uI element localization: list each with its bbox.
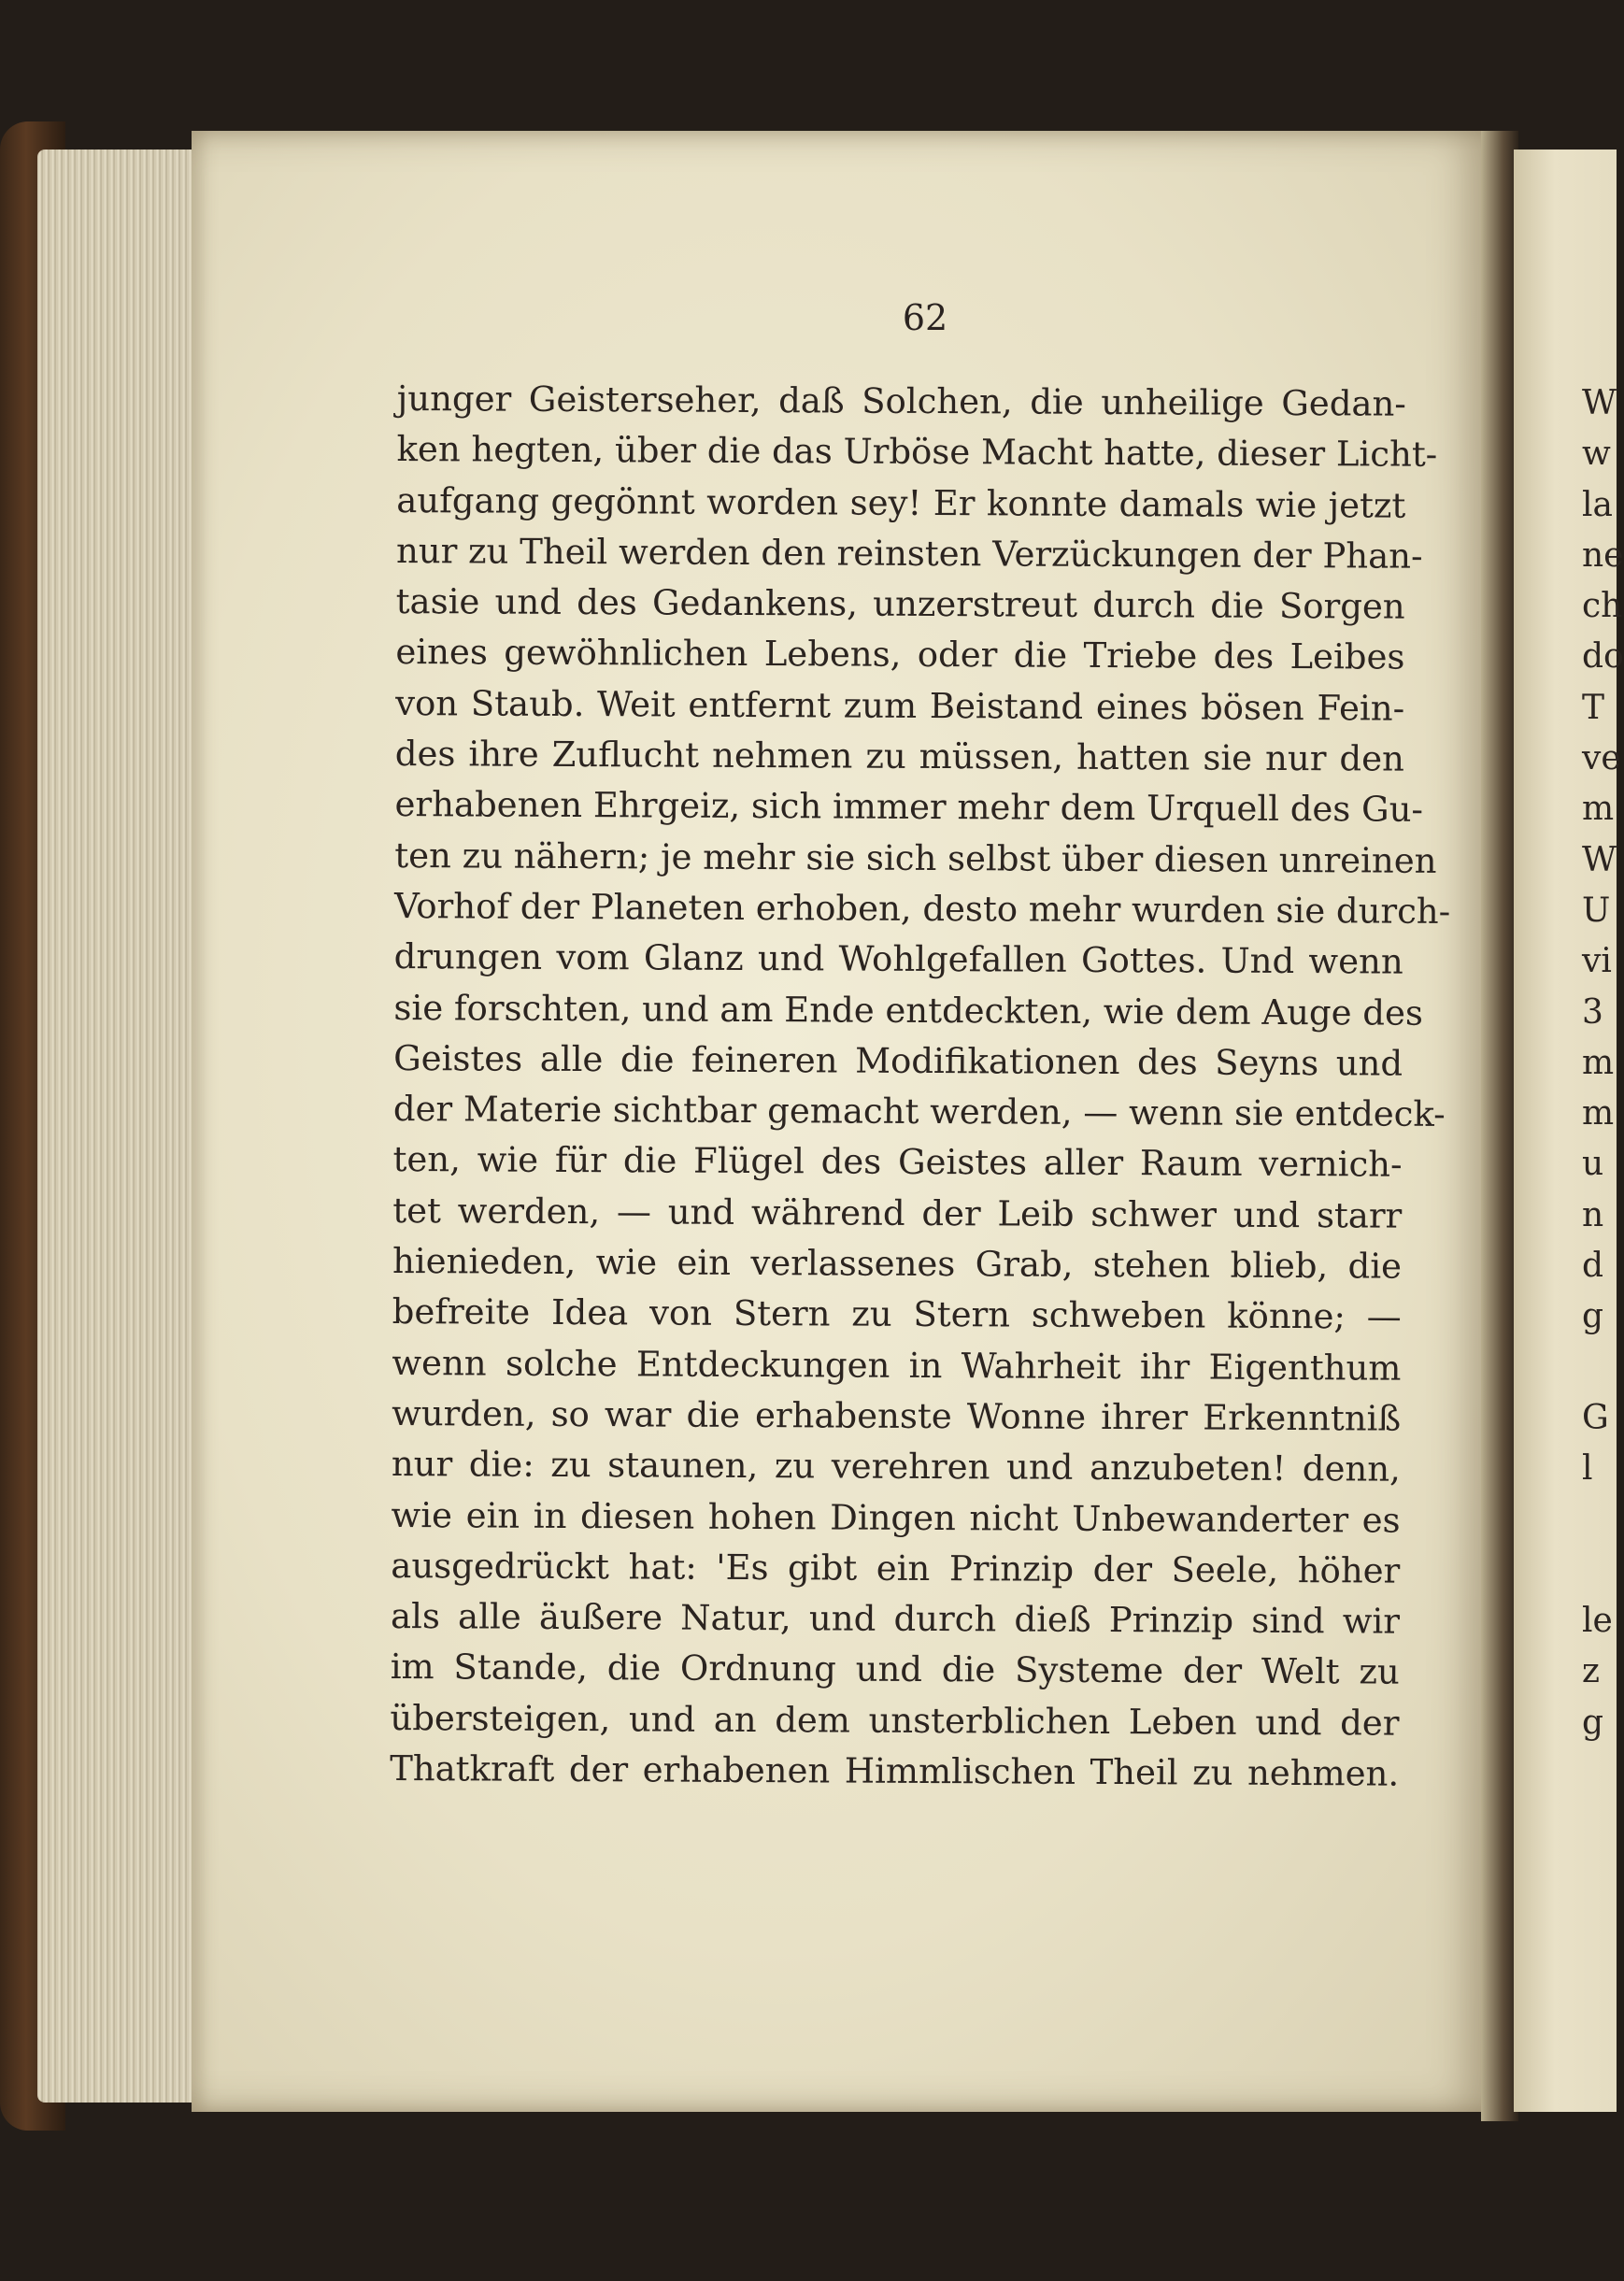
next-page-fragment: m	[1582, 1094, 1615, 1133]
text-line: sie forschten, und am Ende entdeckten, wie dem Auge des	[393, 987, 1424, 1034]
next-page-fragment: W	[1582, 840, 1617, 879]
next-page-fragment: ch	[1582, 587, 1623, 626]
text-line: nur die: zu staunen, zu verehren und anzubeten! denn,	[391, 1444, 1401, 1490]
text-line: Vorhof der Planeten erhoben, desto mehr wurden sie durch-	[393, 885, 1451, 932]
text-line: drungen vom Glanz und Wohlgefallen Gottes. Und wenn	[393, 936, 1403, 982]
next-page-fragment: ne	[1582, 535, 1624, 575]
next-page-fragment: do	[1582, 637, 1624, 677]
text-line: erhabenen Ehrgeiz, sich immer mehr dem Urquell des Gu-	[394, 784, 1424, 831]
text-line: als alle äußere Natur, und durch dieß Prinzip sind wir	[390, 1596, 1401, 1642]
text-line: ken hegten, über die das Urböse Macht hatte, dieser Licht-	[396, 429, 1438, 476]
body-text	[390, 374, 1451, 1800]
text-line: ten, wie für die Flügel des Geistes aller Raum vernich-	[392, 1139, 1403, 1186]
next-page-fragment: vi	[1582, 942, 1612, 981]
text-line: Geistes alle die feineren Modifikationen des Seyns und	[393, 1037, 1403, 1084]
next-page-fragment: G	[1582, 1398, 1609, 1437]
page-stack-edges	[37, 150, 196, 2103]
text-line: junger Geisterseher, daß Solchen, die unheilige Gedan-	[396, 378, 1406, 424]
next-page-fragment	[1582, 1343, 1617, 1393]
text-line: im Stande, die Ordnung und die Systeme der Welt zu	[390, 1647, 1400, 1693]
next-page-fragment: 3	[1582, 992, 1603, 1032]
text-line: aufgang gegönnt worden sey! Er konnte damals wie jetzt	[396, 479, 1406, 526]
text-line: Thatkraft der erhabenen Himmlischen Theil zu nehmen.	[390, 1747, 1400, 1794]
text-line: des ihre Zuflucht nehmen zu müssen, hatten sie nur den	[394, 734, 1404, 779]
next-page-fragment: T	[1582, 688, 1605, 727]
text-line: tet werden, — und während der Leib schwer und starr	[392, 1190, 1403, 1236]
text-line: nur zu Theil werden den reinsten Verzückungen der Phan-	[395, 530, 1423, 577]
text-line: der Materie sichtbar gemacht werden, — wenn sie entdeck-	[392, 1089, 1446, 1135]
next-page-fragment: m	[1582, 1043, 1615, 1082]
next-page-fragment: w	[1582, 435, 1611, 474]
next-page-fragment: la	[1582, 485, 1613, 524]
next-page-fragment: l	[1582, 1449, 1593, 1489]
next-page-fragment: g	[1582, 1703, 1604, 1742]
text-line: wenn solche Entdeckungen in Wahrheit ihr Eigenthum	[392, 1342, 1402, 1389]
next-page-fragment: u	[1582, 1145, 1604, 1184]
page-number: 62	[902, 297, 948, 338]
next-page-fragment: d	[1582, 1247, 1604, 1286]
next-page-fragment: n	[1582, 1195, 1604, 1234]
next-page-fragment	[1582, 1495, 1617, 1546]
next-page-fragment: z	[1582, 1652, 1600, 1691]
next-page-text-fragments	[1582, 378, 1624, 1748]
text-line: tasie und des Gedankens, unzerstreut durch die Sorgen	[395, 581, 1405, 627]
next-page-fragment: g	[1582, 1297, 1604, 1336]
next-page-fragment: W	[1582, 384, 1617, 422]
text-line: wie ein in diesen hohen Dingen nicht Unbewanderter es	[391, 1494, 1401, 1541]
text-line: übersteigen, und an dem unsterblichen Leben und der	[390, 1697, 1400, 1744]
text-line: hienieden, wie ein verlassenes Grab, stehen blieb, die	[392, 1241, 1403, 1287]
next-page-fragment	[1582, 1546, 1617, 1596]
text-line: eines gewöhnlichen Lebens, oder die Triebe des Leibes	[395, 632, 1405, 678]
next-page-fragment: m	[1582, 790, 1615, 829]
book-gutter	[1481, 131, 1518, 2121]
next-page-fragment: U	[1582, 891, 1611, 930]
next-page-fragment: ve	[1582, 739, 1621, 778]
text-line: von Staub. Weit entfernt zum Beistand eines bösen Fein-	[395, 682, 1405, 729]
text-line: ausgedrückt hat: 'Es gibt ein Prinzip der Seele, höher	[391, 1545, 1401, 1591]
text-line: befreite Idea von Stern zu Stern schweben könne; —	[392, 1291, 1402, 1337]
next-page-fragment: le	[1582, 1602, 1613, 1641]
text-line: ten zu nähern; je mehr sie sich selbst über diesen unreinen	[394, 834, 1437, 881]
text-line: wurden, so war die erhabenste Wonne ihrer Erkenntniß	[392, 1392, 1402, 1439]
